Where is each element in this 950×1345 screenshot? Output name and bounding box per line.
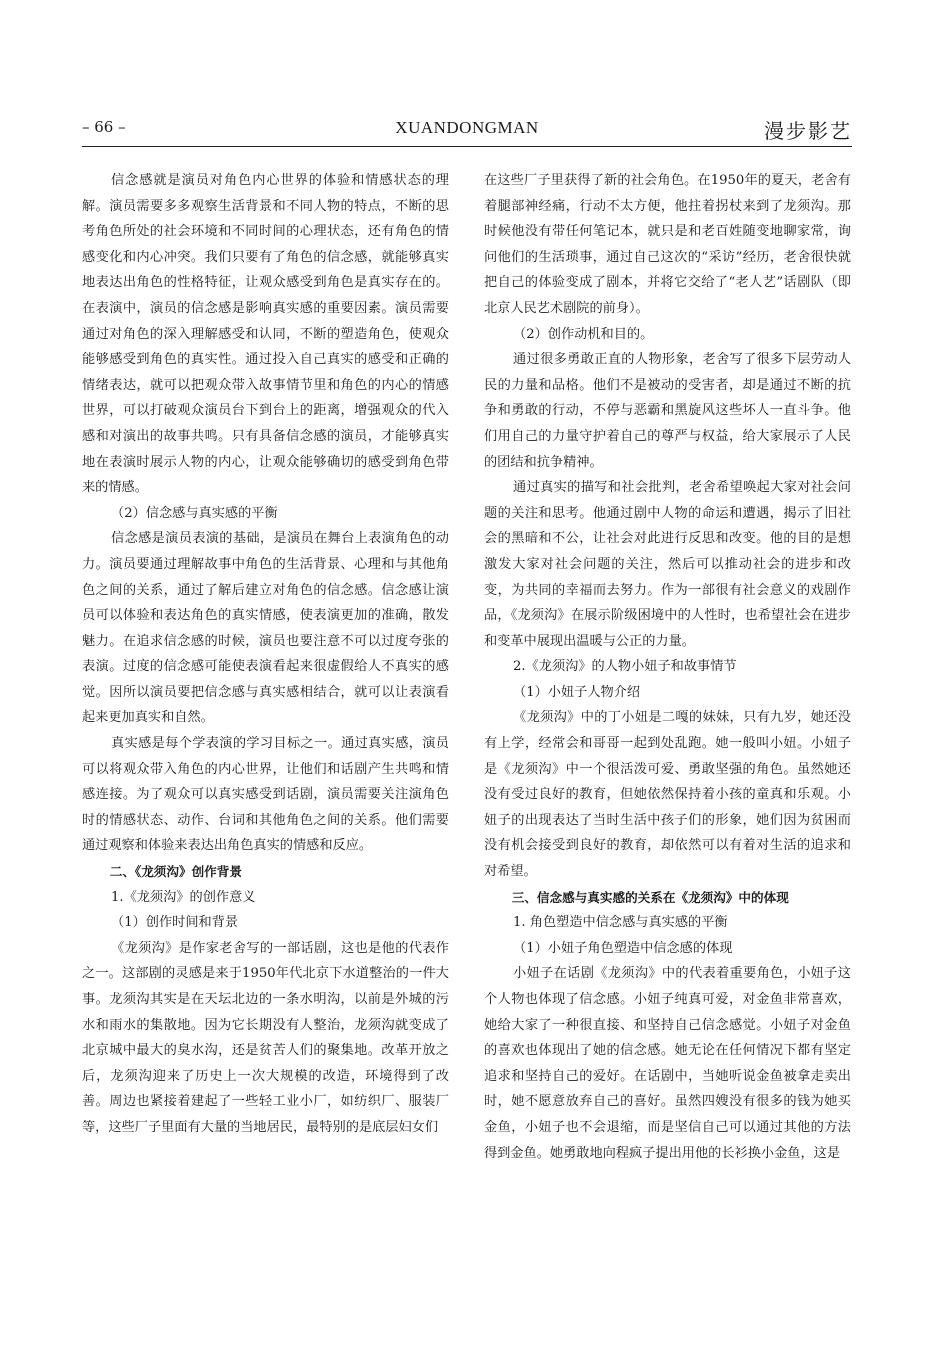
paragraph: 通过真实的描写和社会批判，老舍希望唤起大家对社会问题的关注和思考。他通过剧中人物的命运和遭遇，揭示了旧社会的黑暗和不公，让社会对此进行反思和改变。他的目的是想激发大家对社会问题的关注，然后可以推动社会的进步和改变，为共同的幸福而去努力。作为一部很有社会意义的戏剧作品，《龙须沟》在展示阶级困境中的人性时，也希望社会在进步和变革中展现出温暖与公正的力量。 — [484, 480, 851, 649]
paragraph: 《龙须沟》中的丁小妞是二嘎的妹妹，只有九岁，她还没有上学，经常会和哥哥一起到处乱跑。她一般叫小妞。小妞子是《龙须沟》中一个很活泼可爱、勇敢坚强的角色。虽然她还没有受过良好的教育，但她依然保持着小孩的童真和乐观。小妞子的出现表达了当时生活中孩子们的形象，她们因为贫困而没有机会接受到良好的教育，却依然可以有着对生活的追求和对希望。 — [484, 710, 851, 880]
page-number: – 66 – — [82, 118, 126, 136]
header-rule — [82, 146, 852, 147]
right-column — [484, 168, 851, 1166]
subheading: （2）创作动机和目的。 — [513, 326, 654, 342]
subheading: 1. 角色塑造中信念感与真实感的平衡 — [513, 915, 728, 931]
left-column — [82, 168, 449, 1141]
paragraph: 在这些厂子里获得了新的社会角色。在1950年的夏天，老舍有着腿部神经痛，行动不太方便，他拄着拐杖来到了龙须沟。那时候他没有带任何笔记本，就只是和老百姓随变地聊家常，询问他们的生活琐事，通过自己这次的“采访”经历，老舍很快就把自己的体验变成了剧本，并将它交给了“老人艺”话剧队（即北京人民艺术剧院的前身）。 — [484, 173, 851, 316]
subheading: （1）创作时间和背景 — [111, 915, 239, 931]
subheading: （1）小妞子角色塑造中信念感的体现 — [513, 940, 733, 956]
section-heading: 三、信念感与真实感的关系在《龙须沟》中的体现 — [511, 889, 789, 905]
section-heading: 二、《龙须沟》创作背景 — [109, 864, 242, 880]
subheading: （1）小妞子人物介绍 — [513, 684, 641, 700]
paragraph: 信念感就是演员对角色内心世界的体验和情感状态的理解。演员需要多多观察生活背景和不同人物的特点，不断的思考角色所处的社会环境和不同时间的心理状态，还有角色的情感变化和内心冲突。我们只要有了角色的信念感，就能够真实地表达出角色的性格特征，让观众感受到角色是真实存在的。在表演中，演员的信念感是影响真实感的重要因素。演员需要通过对角色的深入理解感受和认同，不断的塑造角色，使观众能够感受到角色的真实性。通过投入自己真实的感受和正确的情绪表达，就可以把观众带入故事情节里和角色的内心的情感世界，可以打破观众演员台下到台上的距离，增强观众的代入感和对演出的故事共鸣。只有具备信念感的演员，才能够真实地在表演时展示人物的内心，让观众能够确切的感受到角色带来的情感。 — [82, 173, 449, 496]
subheading: （2）信念感与真实感的平衡 — [111, 505, 278, 521]
section-brand: 漫步影艺 — [764, 119, 852, 143]
paragraph: 真实感是每个学表演的学习目标之一。通过真实感，演员可以将观众带入角色的内心世界，让他们和话剧产生共鸣和情感连接。为了观众可以真实感受到话剧，演员需要关注演角色时的情感状态、动作、台词和其他角色之间的关系。他们需要通过观察和体验来表达出角色真实的情感和反应。 — [82, 736, 449, 854]
paragraph: 信念感是演员表演的基础，是演员在舞台上表演角色的动力。演员要通过理解故事中角色的生活背景、心理和与其他角色之间的关系，通过了解后建立对角色的信念感。信念感让演员可以体验和表达角色的真实情感，使表演更加的准确，散发魅力。在追求信念感的时候，演员也要注意不可以过度夸张的表演。过度的信念感可能使表演看起来很虚假给人不真实的感觉。因所以演员要把信念感与真实感相结合，就可以让表演看起来更加真实和自然。 — [82, 531, 449, 726]
paragraph: 小妞子在话剧《龙须沟》中的代表着重要角色，小妞子这个人物也体现了信念感。小妞子纯真可爱，对金鱼非常喜欢，她给大家了一种很直接、和坚持自己信念感觉。小妞子对金鱼的喜欢也体现出了她的信念感。她无论在任何情况下都有坚定追求和坚持自己的爱好。在话剧中，当她听说金鱼被拿走卖出时，她不愿意放弃自己的喜好。虽然四嫂没有很多的钱为她买金鱼，小妞子也不会退缩，而是坚信自己可以通过其他的方法得到金鱼。她勇敢地向程疯子提出用他的长衫换小金鱼，这是 — [484, 966, 851, 1161]
subheading: 2.《龙须沟》的人物小妞子和故事情节 — [513, 659, 737, 675]
journal-name: XUANDONGMAN — [395, 118, 539, 137]
paragraph: 通过很多勇敢正直的人物形象，老舍写了很多下层劳动人民的力量和品格。他们不是被动的受害者，却是通过不断的抗争和勇敢的行动，不停与恶霸和黑旋风这些坏人一直斗争。他们用自己的力量守护着自己的尊严与权益，给大家展示了人民的团结和抗争精神。 — [484, 352, 851, 470]
paragraph: 《龙须沟》是作家老舍写的一部话剧，这也是他的代表作之一。这部剧的灵感是来于1950年代北京下水道整治的一件大事。龙须沟其实是在天坛北边的一条水明沟，以前是外城的污水和雨水的集散地。因为它长期没有人整治，龙须沟就变成了北京城中最大的臭水沟，还是贫苦人们的聚集地。改革开放之后，龙须沟迎来了历史上一次大规模的改造，环境得到了改善。周边也紧接着建起了一些轻工业小厂，如纺织厂、服装厂等，这些厂子里面有大量的当地居民，最特别的是底层妇女们 — [82, 940, 449, 1135]
running-header — [82, 118, 852, 144]
subheading: 1.《龙须沟》的创作意义 — [111, 889, 256, 905]
